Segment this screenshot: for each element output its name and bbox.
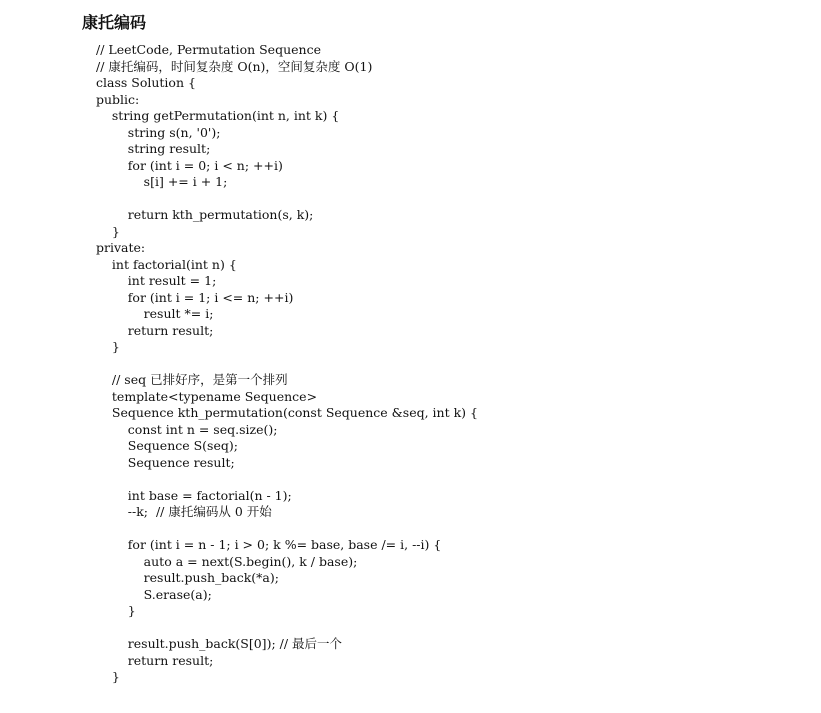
code-line: int factorial(int n) {: [96, 256, 237, 272]
section-title: 康托编码: [82, 13, 147, 32]
code-line: class Solution {: [96, 75, 196, 90]
code-line: for (int i = 0; i < n; ++i): [96, 157, 283, 173]
code-line: return result;: [96, 652, 214, 668]
code-line: result.push_back(*a);: [96, 570, 279, 585]
code-line: [96, 521, 478, 538]
code-line: result.push_back(S[0]); // 最后一个: [96, 636, 343, 651]
code-line: for (int i = 1; i <= n; ++i): [96, 289, 294, 305]
code-block: [96, 42, 478, 686]
code-line: [96, 620, 478, 637]
code-line: for (int i = n - 1; i > 0; k %= base, base /= i, --i) {: [96, 537, 442, 552]
code-line: return kth_permutation(s, k);: [96, 207, 314, 222]
code-line: Sequence result;: [96, 454, 235, 470]
code-line: S.erase(a);: [96, 586, 212, 602]
code-line: }: [96, 339, 120, 354]
code-line: return result;: [96, 322, 214, 338]
code-line: [96, 191, 478, 208]
code-line: [96, 356, 478, 373]
code-line: string result;: [96, 141, 211, 156]
code-line: const int n = seq.size();: [96, 421, 278, 437]
code-line: [96, 471, 478, 488]
code-line: // seq 已排好序，是第一个排列: [96, 372, 288, 387]
code-line: int base = factorial(n - 1);: [96, 487, 292, 503]
code-line: s[i] += i + 1;: [96, 174, 228, 189]
code-line: private:: [96, 240, 146, 255]
code-line: template<typename Sequence>: [96, 388, 318, 404]
code-line: public:: [96, 91, 140, 107]
code-line: string s(n, '0');: [96, 124, 221, 140]
code-line: Sequence kth_permutation(const Sequence &seq, int k) {: [96, 405, 478, 420]
code-line: // 康托编码，时间复杂度 O(n)，空间复杂度 O(1): [96, 58, 373, 74]
code-line: }: [96, 223, 120, 239]
code-line: int result = 1;: [96, 273, 217, 288]
code-line: }: [96, 669, 120, 684]
code-line: Sequence S(seq);: [96, 438, 238, 453]
code-line: string getPermutation(int n, int k) {: [96, 108, 340, 123]
code-line: result *= i;: [96, 306, 214, 321]
code-line: // LeetCode, Permutation Sequence: [96, 42, 321, 57]
code-line: auto a = next(S.begin(), k / base);: [96, 553, 358, 569]
code-line: }: [96, 603, 136, 618]
code-line: --k; // 康托编码从 0 开始: [96, 504, 272, 519]
